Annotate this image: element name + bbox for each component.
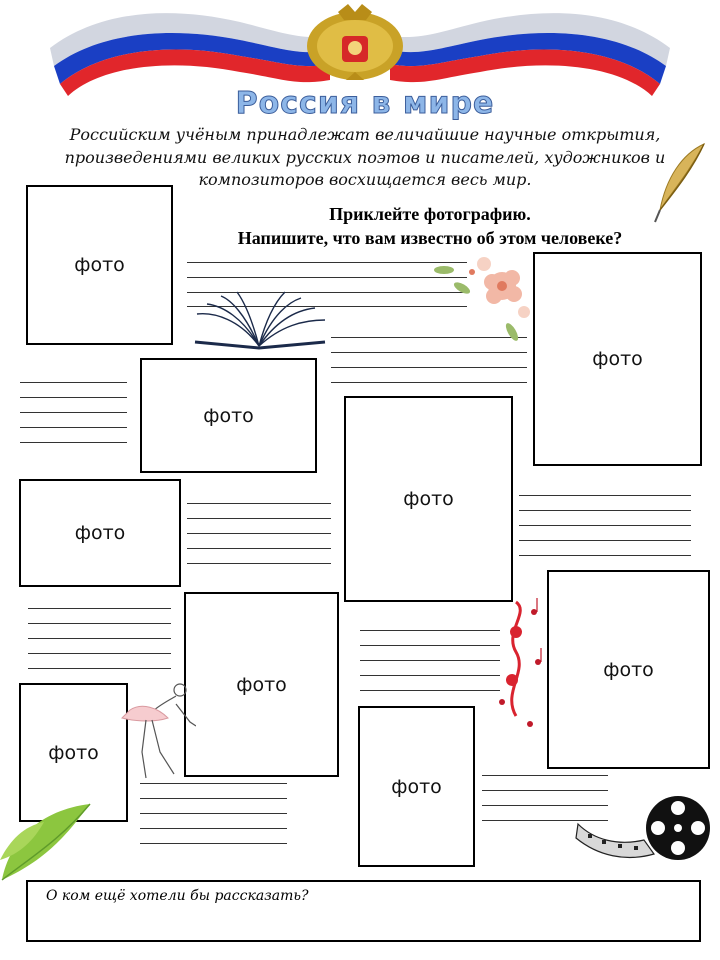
writing-line[interactable] <box>519 540 691 541</box>
writing-line[interactable] <box>187 563 331 564</box>
leaves-icon <box>0 800 110 884</box>
writing-line[interactable] <box>20 427 127 428</box>
writing-line[interactable] <box>28 623 171 624</box>
open-book-icon <box>185 290 335 354</box>
writing-line[interactable] <box>20 382 127 383</box>
writing-line[interactable] <box>187 277 467 278</box>
writing-line[interactable] <box>20 412 127 413</box>
writing-line[interactable] <box>519 495 691 496</box>
writing-line[interactable] <box>519 510 691 511</box>
writing-line[interactable] <box>331 382 527 383</box>
writing-line[interactable] <box>140 813 287 814</box>
photo-frame[interactable]: фото <box>184 592 339 777</box>
ballerina-icon <box>112 682 196 786</box>
photo-frame[interactable]: фото <box>344 396 513 602</box>
writing-line[interactable] <box>360 675 500 676</box>
writing-line[interactable] <box>20 442 127 443</box>
page-title: Россия в мире <box>235 86 495 121</box>
writing-line[interactable] <box>28 653 171 654</box>
photo-frame[interactable]: фото <box>19 479 181 587</box>
film-reel-icon <box>574 790 716 870</box>
extra-story-prompt: О ком ещё хотели бы рассказать? <box>46 888 309 904</box>
writing-line[interactable] <box>519 525 691 526</box>
writing-line[interactable] <box>187 518 331 519</box>
writing-line[interactable] <box>360 660 500 661</box>
photo-frame[interactable]: фото <box>358 706 475 867</box>
writing-line[interactable] <box>187 548 331 549</box>
intro-text: Российским учёным принадлежат величайшие научные открытия, произведениями великих русских поэтов и писателей, художников и композиторов восхищается весь мир. <box>64 125 666 189</box>
writing-line[interactable] <box>360 645 500 646</box>
writing-line[interactable] <box>331 352 527 353</box>
extra-story-box[interactable] <box>26 880 701 942</box>
writing-line[interactable] <box>331 367 527 368</box>
writing-line[interactable] <box>187 262 467 263</box>
writing-line[interactable] <box>20 397 127 398</box>
writing-line[interactable] <box>140 798 287 799</box>
writing-line[interactable] <box>140 843 287 844</box>
instruction-line-2: Напишите, что вам известно об этом человеке? <box>237 228 623 248</box>
writing-line[interactable] <box>140 828 287 829</box>
writing-line[interactable] <box>187 503 331 504</box>
photo-frame[interactable]: фото <box>547 570 710 769</box>
instruction-line-1: Приклейте фотографию. <box>329 204 531 224</box>
writing-line[interactable] <box>28 608 171 609</box>
music-notes-icon <box>494 592 550 738</box>
photo-frame[interactable]: фото <box>533 252 702 466</box>
writing-line[interactable] <box>360 630 500 631</box>
writing-line[interactable] <box>360 690 500 691</box>
writing-line[interactable] <box>28 668 171 669</box>
writing-line[interactable] <box>482 775 608 776</box>
flowers-icon <box>432 252 540 350</box>
photo-frame[interactable]: фото <box>19 683 128 822</box>
photo-frame[interactable]: фото <box>140 358 317 473</box>
writing-line[interactable] <box>187 533 331 534</box>
coat-of-arms-icon <box>300 2 410 88</box>
writing-line[interactable] <box>519 555 691 556</box>
photo-frame[interactable]: фото <box>26 185 173 345</box>
writing-line[interactable] <box>28 638 171 639</box>
